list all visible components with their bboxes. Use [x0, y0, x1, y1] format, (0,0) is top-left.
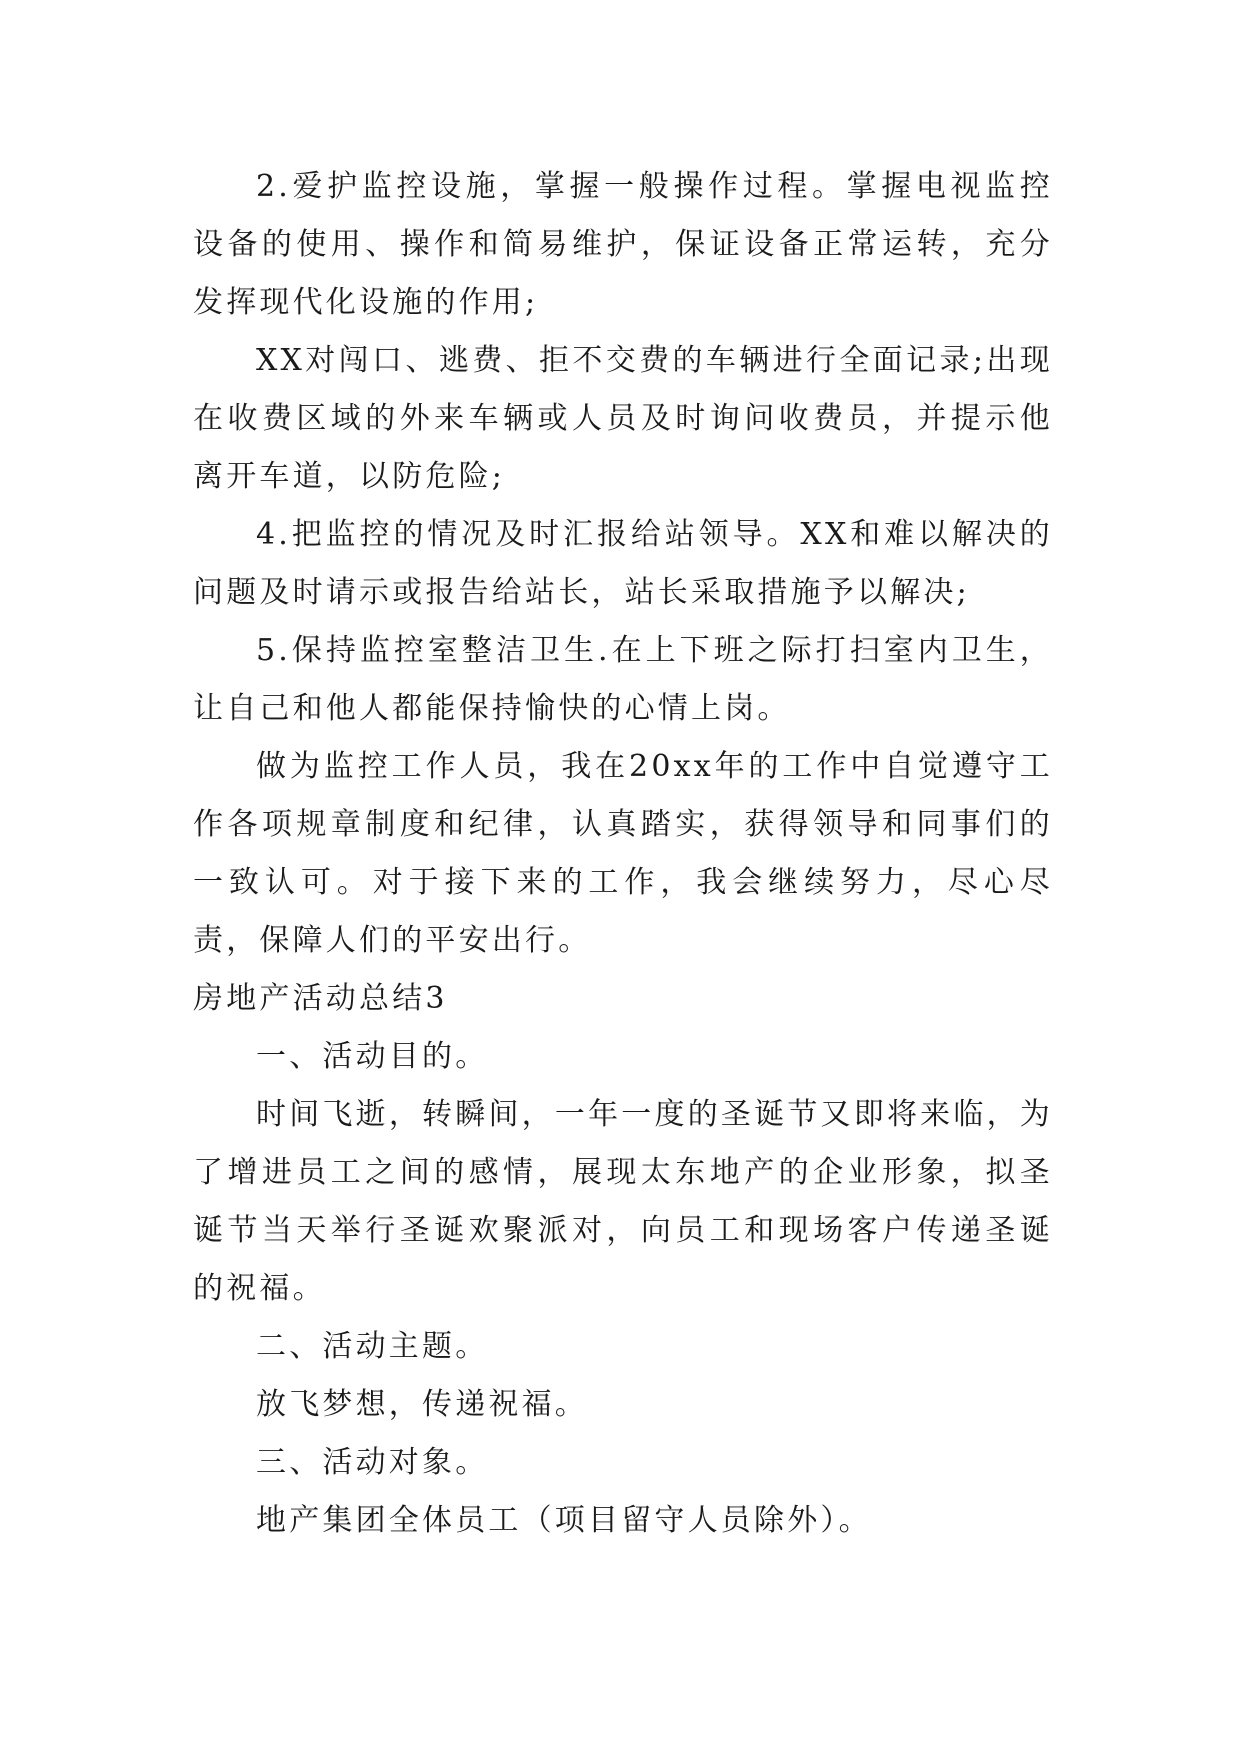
paragraph-vehicle-records: XX对闯口、逃费、拒不交费的车辆进行全面记录;出现在收费区域的外来车辆或人员及时询问收费员，并提示他离开车道，以防危险; — [193, 343, 1053, 494]
heading-activity-purpose: 一、活动目的。 — [256, 1039, 489, 1074]
paragraph-activity-target: 地产集团全体员工（项目留守人员除外）。 — [256, 1503, 872, 1538]
heading-activity-theme: 二、活动主题。 — [256, 1329, 489, 1364]
paragraph-clean-room: 5.保持监控室整洁卫生.在上下班之际打扫室内卫生，让自己和他人都能保持愉快的心情上岗。 — [193, 633, 1053, 726]
paragraph-summary: 做为监控工作人员，我在20xx年的工作中自觉遵守工作各项规章制度和纪律，认真踏实，获得领导和同事们的一致认可。对于接下来的工作，我会继续努力，尽心尽责，保障人们的平安出行。 — [193, 749, 1053, 958]
paragraph-report-leader: 4.把监控的情况及时汇报给站领导。XX和难以解决的问题及时请示或报告给站长，站长采取措施予以解决; — [193, 517, 1053, 610]
heading-activity-target: 三、活动对象。 — [256, 1445, 489, 1480]
paragraph-monitoring-equipment: 2.爱护监控设施，掌握一般操作过程。掌握电视监控设备的使用、操作和简易维护，保证设备正常运转，充分发挥现代化设施的作用; — [193, 169, 1053, 320]
section-title: 房地产活动总结3 — [193, 981, 448, 1016]
paragraph-activity-purpose: 时间飞逝，转瞬间，一年一度的圣诞节又即将来临，为了增进员工之间的感情，展现太东地产的企业形象，拟圣诞节当天举行圣诞欢聚派对，向员工和现场客户传递圣诞的祝福。 — [193, 1097, 1053, 1306]
paragraph-activity-theme: 放飞梦想，传递祝福。 — [256, 1387, 588, 1422]
document-page — [193, 158, 1053, 1550]
